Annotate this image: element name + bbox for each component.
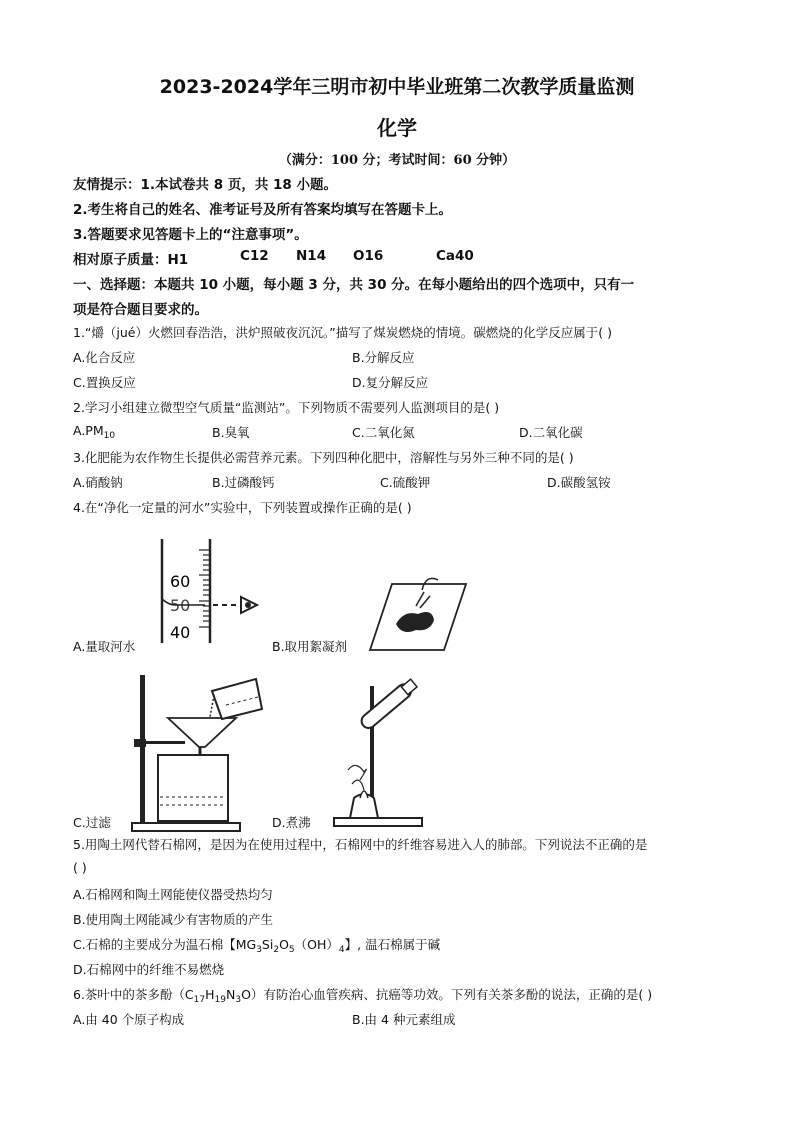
section-heading-2: 项是符合题目要求的。: [73, 302, 208, 318]
cylinder-tick-60: 60: [170, 572, 191, 591]
q5-option-c: C.石棉的主要成分为温石棉【$MG_3Si_2O_5(OH)_4$】, 温石棉属于碱: [73, 937, 441, 955]
q5-option-d: D.石棉网中的纤维不易燃烧: [73, 962, 225, 977]
notes-line-3: 3.答题要求见答题卡上的“注意事项”。: [73, 227, 308, 243]
q2-stem: 2.学习小组建立微型空气质量“监测站”。下列物质不需要列人监测项目的是( ): [73, 400, 500, 415]
cylinder-tick-40: 40: [170, 623, 191, 642]
q6-option-b: B.由 4 种元素组成: [352, 1012, 456, 1027]
q4-option-b: B.取用絮凝剂: [272, 639, 348, 654]
q1-option-a: A.化合反应: [73, 350, 136, 365]
filtration-illustration: [128, 665, 273, 835]
atomic-mass-n: N14: [296, 248, 327, 264]
q3-option-a: A.硝酸钠: [73, 475, 123, 490]
q1-option-b: B.分解反应: [352, 350, 415, 365]
q5-option-b: B.使用陶土网能减少有害物质的产生: [73, 912, 274, 927]
atomic-mass-ca: Ca40: [436, 248, 474, 264]
q5-stem: 5.用陶土网代替石棉网，是因为在使用过程中，石棉网中的纤维容易进入人的肺部。下列说法不正确的是: [73, 837, 648, 852]
exam-info: （满分：100 分；考试时间：60 分钟）: [278, 153, 516, 168]
notes-line-1: 友情提示：1.本试卷共 8 页，共 18 小题。: [73, 177, 338, 193]
section-heading-1: 一、选择题：本题共 10 小题，每小题 3 分，共 30 分。在每小题给出的四个选项中，只有一: [73, 277, 635, 293]
q1-stem: 1.“爝（jué）火燃回春浩浩，洪炉照破夜沉沉。”描写了煤炭燃烧的情境。碳燃烧的化学反应属于( ): [73, 325, 612, 340]
boiling-illustration: [330, 680, 430, 830]
q1-option-d: D.复分解反应: [352, 375, 429, 390]
q3-option-d: D.碳酸氢铵: [547, 475, 611, 490]
q2-option-a: $A.PM_{10}$: [73, 423, 116, 441]
flocculant-illustration: [368, 570, 468, 655]
q5-answer-paren: ( ): [73, 860, 87, 875]
atomic-mass-c: C12: [240, 248, 269, 264]
notes-line-2: 2.考生将自己的姓名、准考证号及所有答案均填写在答题卡上。: [73, 202, 453, 218]
q6-stem: 6.茶叶中的茶多酚$(C_{17}H_{19}N_3O)$有防治心血管疾病、抗癌等功效。下列有关茶多酚的说法，正确的是( ): [73, 987, 653, 1005]
q3-option-b: B.过磷酸钙: [212, 475, 275, 490]
atomic-mass-o: O16: [353, 248, 384, 264]
cylinder-tick-50: 50: [170, 596, 191, 615]
q5-option-a: A.石棉网和陶土网能使仪器受热均匀: [73, 887, 273, 902]
atomic-mass-label: 相对原子质量：H1: [73, 252, 189, 268]
q2-option-d: D.二氧化碳: [519, 425, 583, 440]
exam-subject: 化学: [377, 116, 417, 140]
q2-option-b: B.臭氧: [212, 425, 250, 440]
exam-title: 2023-2024学年三明市初中毕业班第二次教学质量监测: [159, 76, 635, 98]
q6-option-a: A.由 40 个原子构成: [73, 1012, 185, 1027]
q4-option-a: A.量取河水: [73, 639, 136, 654]
q3-option-c: C.硫酸钾: [380, 475, 431, 490]
q4-stem: 4.在“净化一定量的河水”实验中，下列装置或操作正确的是( ): [73, 500, 412, 515]
q1-option-c: C.置换反应: [73, 375, 136, 390]
q3-stem: 3.化肥能为农作物生长提供必需营养元素。下列四种化肥中，溶解性与另外三种不同的是( ): [73, 450, 574, 465]
q4-option-d: D.煮沸: [272, 815, 311, 830]
q4-option-c: C.过滤: [73, 815, 111, 830]
q2-option-c: C.二氧化氮: [352, 425, 415, 440]
graduated-cylinder-illustration: [155, 535, 265, 645]
